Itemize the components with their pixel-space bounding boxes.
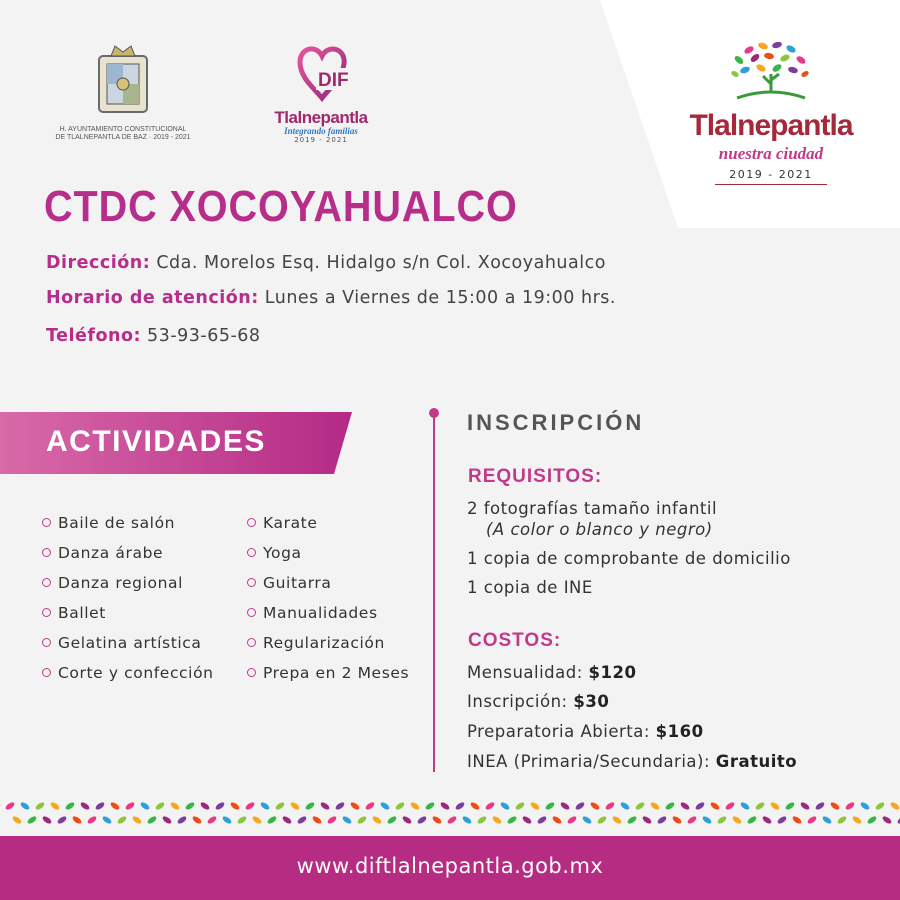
leaf-icon [154,801,165,811]
leaf-icon [229,801,240,811]
leaf-icon [131,815,142,825]
leaf-icon [889,801,900,811]
leaf-icon [34,801,45,811]
tlalnepantla-subtitle: nuestra ciudad [718,144,824,163]
cost-value: $30 [573,692,610,711]
crest-shield-icon [97,42,149,116]
leaf-icon [19,801,30,811]
leaf-icon [4,801,15,811]
leaf-icon [776,815,787,825]
requirement-address-proof: 1 copia de comprobante de domicilio [467,549,791,568]
leaf-icon [536,815,547,825]
dif-heart-icon [262,40,380,106]
crest-caption-line1: H. AYUNTAMIENTO CONSTITUCIONAL [59,126,187,133]
leaf-icon [56,815,67,825]
leaf-icon [221,815,232,825]
costs-heading: COSTOS: [468,630,562,651]
leaf-icon [259,801,270,811]
cost-row [467,663,636,682]
leaf-icon [769,801,780,811]
requirement-ine: 1 copia de INE [467,578,593,597]
leaf-icon [814,801,825,811]
leaf-icon [461,815,472,825]
leaf-icon [409,801,420,811]
cost-row [467,722,704,741]
bullet-icon [42,548,51,557]
leaf-icon [236,815,247,825]
leaf-icon [71,815,82,825]
page-title: CTDC XOCOYAHUALCO [44,182,518,231]
bullet-icon [247,518,256,527]
bullet-icon [247,548,256,557]
leaf-icon [739,801,750,811]
leaf-icon [574,801,585,811]
leaf-icon [619,801,630,811]
activities-list-col2 [247,513,409,693]
leaf-icon [896,815,900,825]
leaf-icon [199,801,210,811]
leaf-icon [266,815,277,825]
dif-years: 2019 - 2021 [294,136,348,144]
bullet-icon [247,578,256,587]
requirement-photos-note: (A color o blanco y negro) [486,520,713,539]
leaf-icon [836,815,847,825]
leaf-icon [521,815,532,825]
leaf-icon [281,815,292,825]
leaf-icon [874,801,885,811]
leaf-icon [829,801,840,811]
activity-label: Manualidades [263,604,378,622]
leaf-icon [679,801,690,811]
footer-url[interactable]: www.diftlalnepantla.gob.mx [296,854,604,878]
leaf-icon [86,815,97,825]
leaf-icon [364,801,375,811]
activities-list-col1 [42,513,214,693]
leaf-icon [289,801,300,811]
cost-value: $120 [588,663,637,682]
leaf-icon [724,801,735,811]
tlalnepantla-logo [672,40,870,185]
leaf-icon [784,801,795,811]
leaf-icon [394,801,405,811]
leaf-icon [866,815,877,825]
leaf-icon [371,815,382,825]
tree-icon [719,40,823,102]
leaf-icon [79,801,90,811]
leaf-icon [476,815,487,825]
leaf-icon [664,801,675,811]
requirements-heading: REQUISITOS: [468,466,603,487]
activities-heading: ACTIVIDADES [46,425,266,458]
leaf-icon [304,801,315,811]
leaf-icon [634,801,645,811]
leaf-icon [439,801,450,811]
section-divider [433,412,435,772]
address-label: Dirección: [46,253,151,273]
cost-label: Preparatoria Abierta: [467,722,650,741]
leaf-icon [454,801,465,811]
leaf-icon [559,801,570,811]
inscription-heading: INSCRIPCIÓN [467,410,645,435]
leaf-icon [446,815,457,825]
leaf-icon [881,815,892,825]
leaves-border [0,793,900,833]
leaf-icon [499,801,510,811]
hours-label: Horario de atención: [46,288,259,308]
bullet-icon [42,518,51,527]
leaf-icon [859,801,870,811]
leaf-icon [626,815,637,825]
leaf-icon [356,815,367,825]
bullet-icon [42,638,51,647]
bullet-icon [247,638,256,647]
activity-label: Corte y confección [58,664,214,682]
leaf-icon [49,801,60,811]
phone-label: Teléfono: [46,326,141,346]
activity-label: Prepa en 2 Meses [263,664,410,682]
leaf-icon [416,815,427,825]
leaf-icon [424,801,435,811]
leaf-icon [551,815,562,825]
leaf-icon [656,815,667,825]
list-item [247,543,409,573]
leaf-icon [94,801,105,811]
leaf-icon [851,815,862,825]
leaf-icon [641,815,652,825]
leaf-icon [274,801,285,811]
leaf-icon [514,801,525,811]
leaf-icon [791,815,802,825]
leaf-icon [686,815,697,825]
leaf-icon [206,815,217,825]
activity-label: Regularización [263,634,385,652]
leaf-icon [101,815,112,825]
leaf-icon [176,815,187,825]
dif-name: Tlalnepantla [274,108,368,127]
leaf-icon [334,801,345,811]
activity-label: Guitarra [263,574,332,592]
cost-row [467,692,609,711]
leaf-icon [731,815,742,825]
leaf-icon [244,801,255,811]
phone-line [46,326,261,346]
leaf-icon [64,801,75,811]
cost-value: Gratuito [715,752,798,771]
activity-label: Danza regional [58,574,184,592]
cost-row [467,752,797,771]
leaf-icon [761,815,772,825]
cost-label: Mensualidad: [467,663,583,682]
leaf-icon [491,815,502,825]
activity-label: Baile de salón [58,514,176,532]
leaf-icon [169,801,180,811]
leaf-icon [821,815,832,825]
leaf-icon [161,815,172,825]
hours-line [46,288,616,308]
leaf-icon [746,815,757,825]
leaf-icon [401,815,412,825]
leaf-icon [589,801,600,811]
leaf-icon [146,815,157,825]
list-item [42,513,214,543]
leaf-icon [191,815,202,825]
phone-value: 53-93-65-68 [147,326,261,346]
bullet-icon [42,668,51,677]
leaf-icon [529,801,540,811]
leaf-icon [349,801,360,811]
address-line [46,253,606,273]
leaf-icon [799,801,810,811]
leaf-icon [701,815,712,825]
leaf-icon [431,815,442,825]
list-item [247,603,409,633]
leaf-icon [251,815,262,825]
ayuntamiento-crest-logo [48,42,198,142]
address-value: Cda. Morelos Esq. Hidalgo s/n Col. Xocoyahualco [156,253,606,273]
leaf-icon [26,815,37,825]
leaf-icon [469,801,480,811]
cost-label: Inscripción: [467,692,568,711]
leaf-icon [716,815,727,825]
leaf-icon [124,801,135,811]
list-item [42,633,214,663]
leaf-icon [649,801,660,811]
hours-value: Lunes a Viernes de 15:00 a 19:00 hrs. [264,288,616,308]
leaf-icon [806,815,817,825]
leaf-icon [326,815,337,825]
cost-label: INEA (Primaria/Secundaria): [467,752,711,771]
activity-label: Ballet [58,604,106,622]
leaf-icon [506,815,517,825]
leaf-icon [709,801,720,811]
list-item [247,663,409,693]
leaf-icon [386,815,397,825]
leaf-icon [41,815,52,825]
leaf-icon [844,801,855,811]
requirement-photos: 2 fotografías tamaño infantil [467,499,718,518]
leaf-icon [341,815,352,825]
divider-dot-icon [429,408,439,418]
list-item [247,633,409,663]
activity-label: Karate [263,514,318,532]
leaf-icon [544,801,555,811]
tlalnepantla-years: 2019 - 2021 [729,168,813,181]
leaf-icon [139,801,150,811]
tlalnepantla-name: Tlalnepantla [689,109,853,142]
leaf-icon [694,801,705,811]
list-item [42,663,214,693]
activity-label: Gelatina artística [58,634,202,652]
cost-value: $160 [655,722,704,741]
leaf-icon [379,801,390,811]
leaf-icon [116,815,127,825]
leaf-icon [184,801,195,811]
activity-label: Yoga [263,544,302,562]
list-item [42,573,214,603]
leaf-icon [311,815,322,825]
list-item [247,573,409,603]
list-item [42,543,214,573]
leaf-icon [596,815,607,825]
activity-label: Danza árabe [58,544,164,562]
dif-logo [262,40,380,144]
leaf-icon [319,801,330,811]
bullet-icon [247,608,256,617]
crest-caption-line2: DE TLALNEPANTLA DE BAZ · 2019 - 2021 [55,134,191,141]
leaf-icon [754,801,765,811]
list-item [247,513,409,543]
leaf-icon [484,801,495,811]
leaf-icon [671,815,682,825]
bullet-icon [42,608,51,617]
leaf-icon [581,815,592,825]
bullet-icon [42,578,51,587]
leaf-icon [296,815,307,825]
leaf-icon [611,815,622,825]
leaf-icon [109,801,120,811]
leaf-icon [604,801,615,811]
leaf-icon [214,801,225,811]
tlalnepantla-rule [715,184,827,185]
leaf-icon [11,815,22,825]
leaf-icon [566,815,577,825]
list-item [42,603,214,633]
bullet-icon [247,668,256,677]
dif-tagline: Integrando familias [284,126,358,136]
dif-mark-text: DIF [318,70,349,91]
